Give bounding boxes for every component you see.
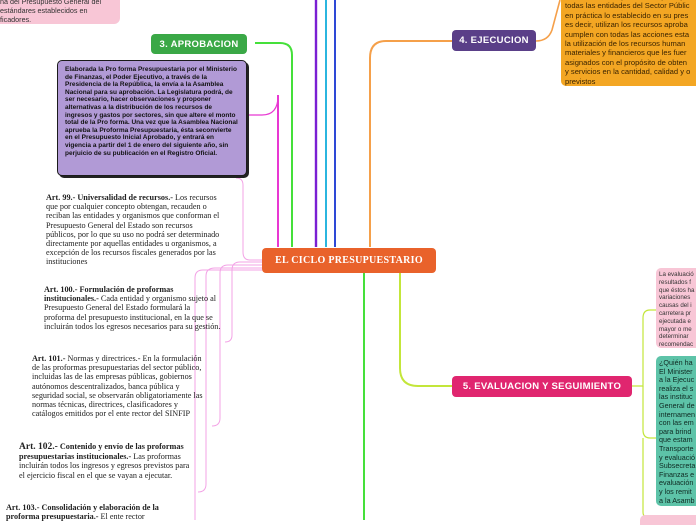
central-node[interactable] [262,248,436,273]
eval-teal-line: a la Ejecuc [659,375,695,385]
article-102-body: Las proformas incluirán todos los ingresos y egresos previstos para el ejercicio fiscal en el que se vayan a ejecutar. [19,452,190,480]
article-101-body: Normas y directrices.- En la formulación de las proformas presupuestarias del sector público, incluidas las de las empresas públicas, gobiernos autónomos descentralizados, banca pública y seguridad social, se observarán obligatoriamente las normas técnicas, directrices, clasificadores y catálogos emitidos por el ente rector del SINFIP [32,354,203,419]
connector-orange [370,41,452,247]
top-note-line: ficadores. [0,15,32,24]
branch-ejecucion[interactable] [452,30,536,51]
eval-teal-line: Subsecreta [659,461,696,471]
eval-teal-line: evaluación [659,478,694,488]
aprobacion-note-text: Elaborada la Pro forma Presupuestaria por el Ministerio de Finanzas, el Poder Ejecutivo, a través de la Presidencia de la República, la envía a la Asamblea Nacional para su aprobación. La Legislatura podrá, de ser necesario, hacer observaciones y proponer alternativas a la distribución de los recursos de ingresos y gastos por sectores, sin que altere el monto total de la Pro forma. Una vez que la Asamblea Nacional aprueba la Proforma Presupuestaria, ésta seconvierte en el Presupuesto Inicial Aprobado, y entrará en vigencia a partir del 1 de enero del siguiente año, sin perjuicio de su publicación en el Registro Oficial. [65,66,238,157]
eval-pink-line: que éstos ha [659,286,695,294]
eval-teal-line: y evaluació [659,452,695,462]
evaluacion-note-teal [656,356,696,506]
branch-aprobacion[interactable] [151,34,247,54]
eval-teal-line: ¿Quién ha [659,358,693,367]
article-103-title: Art. 103.- Consolidación y elaboración de la proforma presupuestaria.- [6,503,159,522]
ejecucion-note-line: todas las entidades del Sector Públic [565,1,690,11]
branch-evaluacion-label: 5. EVALUACION Y SEGUIMIENTO [462,381,622,392]
eval-teal-line: las instituc [659,392,693,402]
eval-pink-line: carretera pr [659,309,691,317]
central-title: EL CICLO PRESUPUESTARIO [275,255,423,266]
connector-pink-note [247,96,278,115]
eval-teal-line: para brind [659,426,692,436]
ejecucion-note-line: en práctica lo establecido en su pres [565,10,689,20]
article-100-body: Cada entidad y organismo sujeto al Presupuesto General del Estado formulará la proforma del presupuesto institucional, en la que se incluirán todos los egresos necesarios para su gestión. [44,294,221,331]
ejecucion-note-line: la utilización de los recursos human [565,39,686,49]
connector-eval-bottom [643,438,650,518]
article-103 [6,503,184,521]
eval-teal-line: El Minister [659,366,693,376]
article-100 [44,285,222,331]
ejecucion-note-line: asignados con el propósito de obten [565,57,688,67]
article-103-body: El ente rector [98,512,145,522]
eval-teal-line: realiza el s [659,383,694,393]
connector-green [255,43,292,247]
branch-aprobacion-label: 3. APROBACION [159,38,239,50]
article-101 [32,354,210,418]
connector-art-99 [236,178,262,260]
article-102 [19,442,197,480]
eval-pink-line: ejecutada e [659,317,691,325]
ejecucion-note-line: materiales y financieros que les fuer [565,48,687,58]
eval-pink-line: La evaluació [659,271,694,278]
evaluacion-note-bottom [640,515,696,525]
connector-orange-note [536,0,560,41]
eval-pink-line: mayor o me [659,325,692,333]
ejecucion-note-line: cumplen con todas las acciones esta [565,29,690,39]
eval-teal-line: Transporte [659,443,694,453]
ejecucion-note [561,0,696,86]
eval-pink-line: causas del i [659,302,692,310]
article-99 [46,193,224,267]
eval-teal-line: a la Asamb [659,495,695,505]
eval-teal-line: que estam [659,435,693,445]
branch-evaluacion[interactable] [452,376,632,397]
eval-pink-line: resultados f [659,278,691,286]
article-99-body: Los recursos que por cualquier concepto obtengan, recauden o reciban las entidades y organismos que conforman el Presupuesto General del Estado son recursos públicos, por lo que su uso no podrá ser determinado directamente por aquellas entidades u organismos, a excepción de los recursos fiscales generados por las instituciones [46,193,220,267]
article-99-title: Art. 99.- Universalidad de recursos.- [46,193,173,202]
evaluacion-note-pink [656,268,696,348]
article-100-title: Art. 100.- Formulación de proformas institucionales.- [44,285,174,304]
ejecucion-note-line: previstos [565,76,596,86]
eval-teal-line: General de [659,400,695,410]
branch-ejecucion-label: 4. EJECUCION [459,35,529,46]
eval-teal-line: y los remit [659,486,692,496]
aprobacion-note[interactable] [57,60,247,176]
eval-teal-line: Finanzas e [659,469,695,479]
article-102-prefix: Art. 102.- [19,442,58,452]
eval-teal-line: internamen [659,409,695,419]
eval-pink-line: determinar [659,333,689,341]
ejecucion-note-line: y servicios en la cantidad, calidad y o [565,67,691,77]
connector-eval-pink [632,310,656,386]
connector-art-100 [225,262,262,342]
connector-eval-teal [643,386,656,438]
top-note-line: estándares establecidos en [0,6,88,15]
eval-pink-line: recomendac [659,341,694,348]
eval-pink-line: variaciones [659,294,691,302]
eval-teal-line: con las em [659,418,694,428]
top-note [0,0,120,24]
connector-lime [400,272,452,386]
article-101-title: Art. 101.- [32,354,66,363]
article-102-title: Contenido y envío de las proformas presupuestarias institucionales.- [19,442,184,462]
top-note-line: na del Presupuesto General del [0,0,102,6]
ejecucion-note-line: es decir, utilizan los recursos aproba [565,20,688,30]
